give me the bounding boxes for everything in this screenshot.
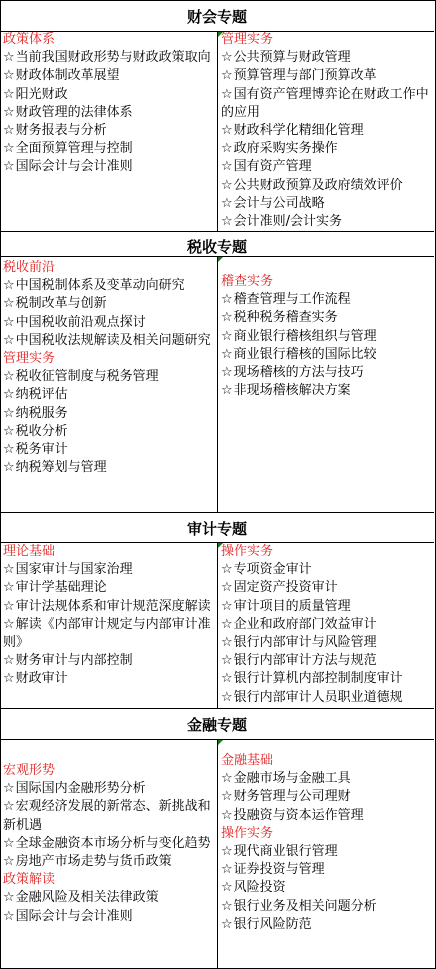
topic-item — [3, 295, 215, 313]
star-icon: ☆ — [221, 598, 233, 614]
star-icon: ☆ — [221, 689, 233, 705]
topic-item — [3, 798, 215, 834]
topic-item — [3, 122, 215, 140]
topic-item-label: 预算管理与部门预算改革 — [233, 68, 377, 84]
section-audit-right-column — [221, 543, 433, 706]
star-icon: ☆ — [3, 781, 15, 797]
star-icon: ☆ — [221, 214, 233, 229]
star-icon: ☆ — [221, 177, 233, 193]
topic-item — [3, 889, 215, 907]
star-icon: ☆ — [221, 807, 233, 823]
star-icon: ☆ — [3, 159, 15, 175]
topic-item-label: 稽查管理与工作流程 — [233, 292, 351, 308]
topic-item — [221, 213, 433, 229]
topic-item — [221, 122, 433, 140]
topic-item — [3, 423, 215, 441]
topic-item-label: 金融市场与金融工具 — [233, 771, 351, 787]
subsection-heading: 金融基础 — [221, 753, 274, 768]
topic-item-label: 纳税筹划与管理 — [15, 460, 107, 476]
topic-item-label: 现代商业银行管理 — [233, 844, 338, 860]
topic-item-label: 审计学基础理论 — [15, 580, 107, 596]
star-icon: ☆ — [3, 908, 15, 924]
topic-item — [3, 86, 215, 104]
topic-item-label: 审计法规体系和审计规范深度解读 — [15, 598, 211, 614]
divider — [0, 231, 434, 232]
topic-item-label: 银行内部审计人员职业道德规 — [233, 689, 403, 705]
topic-item — [3, 314, 215, 332]
topic-item — [3, 459, 215, 477]
topic-item-label: 投融资与资本运作管理 — [233, 807, 364, 823]
topic-item-label: 固定资产投资审计 — [233, 580, 338, 596]
topic-item — [221, 788, 433, 806]
star-icon: ☆ — [3, 442, 15, 458]
topic-item-label: 风险投资 — [233, 880, 286, 896]
topic-item — [3, 140, 215, 158]
topic-item-label: 税务审计 — [15, 442, 68, 458]
topic-item — [221, 49, 433, 67]
topic-item-label: 金融风险及相关法律政策 — [15, 890, 159, 906]
topic-item — [221, 177, 433, 195]
topic-item-label: 中国税收前沿观点探讨 — [15, 314, 146, 330]
subsection-heading: 管理实务 — [3, 351, 56, 367]
cell-marker-icon — [218, 740, 223, 745]
topic-item-label: 国际国内金融形势分析 — [15, 781, 146, 797]
topic-item-label: 国家审计与国家治理 — [15, 562, 133, 578]
subsection-heading: 税收前沿 — [3, 260, 56, 275]
topic-item — [221, 770, 433, 788]
topic-item — [221, 879, 433, 897]
topic-item — [3, 386, 215, 404]
topic-item-label: 纳税服务 — [15, 405, 68, 421]
column-divider — [217, 739, 218, 968]
topic-item-label: 政府采购实务操作 — [233, 141, 338, 157]
topic-item — [221, 652, 433, 670]
topic-item-label: 公共财政预算及政府绩效评价 — [233, 177, 403, 193]
star-icon: ☆ — [3, 854, 15, 870]
divider — [0, 512, 434, 513]
topic-item-label: 国际会计与会计准则 — [15, 159, 133, 175]
topic-item — [221, 843, 433, 861]
topic-item — [221, 807, 433, 825]
topic-item-label: 财政管理的法律体系 — [15, 104, 133, 120]
star-icon: ☆ — [3, 141, 15, 157]
topic-item — [221, 382, 433, 400]
topic-item-label: 银行业务及相关问题分析 — [233, 898, 377, 914]
star-icon: ☆ — [3, 671, 15, 687]
topic-item — [3, 835, 215, 853]
topic-item-label: 解读《内部审计规定与内部审计准则》 — [3, 616, 211, 651]
topic-item — [3, 158, 215, 176]
topic-item-label: 商业银行稽核的国际比较 — [233, 346, 377, 362]
star-icon: ☆ — [3, 616, 15, 632]
star-icon: ☆ — [3, 405, 15, 421]
topic-item — [221, 86, 433, 122]
star-icon: ☆ — [3, 580, 15, 596]
star-icon: ☆ — [3, 653, 15, 669]
subsection-heading: 操作实务 — [221, 544, 274, 559]
subsection-heading: 政策体系 — [3, 32, 56, 47]
topic-item — [3, 67, 215, 85]
cell-marker-icon — [218, 257, 223, 262]
topic-item — [221, 634, 433, 652]
star-icon: ☆ — [3, 104, 15, 120]
topic-item-label: 纳税评估 — [15, 387, 68, 403]
topic-item — [3, 405, 215, 423]
topic-item-label: 会计与公司战略 — [233, 195, 325, 211]
star-icon: ☆ — [3, 68, 15, 84]
topic-item-label: 税收分析 — [15, 423, 68, 439]
star-icon: ☆ — [221, 159, 233, 175]
topic-item — [3, 908, 215, 926]
topic-item-label: 中国税收法规解读及相关问题研究 — [15, 332, 211, 348]
topic-item-label: 税收征管制度与税务管理 — [15, 369, 159, 385]
topic-item — [221, 309, 433, 327]
star-icon: ☆ — [221, 671, 233, 687]
topic-item — [221, 346, 433, 364]
section-finance-left-column — [3, 762, 215, 966]
star-icon: ☆ — [221, 292, 233, 308]
topic-item-label: 中国税制体系及变革动向研究 — [15, 278, 185, 294]
topic-item-label: 财政科学化精细化管理 — [233, 123, 364, 139]
star-icon: ☆ — [3, 86, 15, 102]
topic-item-label: 财政审计 — [15, 671, 68, 687]
star-icon: ☆ — [221, 635, 233, 651]
section-title-finance: 金融专题 — [186, 716, 247, 734]
topic-item-label: 专项资金审计 — [233, 562, 312, 578]
topic-item-label: 证券投资与管理 — [233, 862, 325, 878]
topic-item — [3, 561, 215, 579]
star-icon: ☆ — [221, 898, 233, 914]
topic-item-label: 全球金融资本市场分析与变化趋势 — [15, 835, 211, 851]
star-icon: ☆ — [221, 365, 233, 381]
topic-item-label: 会计准则/会计实务 — [233, 214, 343, 229]
topic-item-label: 财务审计与内部控制 — [15, 653, 133, 669]
star-icon: ☆ — [3, 460, 15, 476]
star-icon: ☆ — [221, 195, 233, 211]
star-icon: ☆ — [221, 844, 233, 860]
topic-item — [221, 861, 433, 879]
star-icon: ☆ — [221, 50, 233, 66]
section-finance-right-column — [221, 752, 433, 966]
topic-item — [221, 140, 433, 158]
topic-item-label: 财政体制改革展望 — [15, 68, 120, 84]
divider — [0, 708, 434, 709]
topic-item — [221, 916, 433, 934]
topic-item — [3, 780, 215, 798]
star-icon: ☆ — [3, 890, 15, 906]
topic-item-label: 银行风险防范 — [233, 916, 312, 932]
column-divider — [217, 542, 218, 708]
topic-item-label: 国有资产管理 — [233, 159, 312, 175]
star-icon: ☆ — [221, 141, 233, 157]
star-icon: ☆ — [3, 387, 15, 403]
star-icon: ☆ — [3, 332, 15, 348]
subsection-heading: 宏观形势 — [3, 763, 56, 778]
section-tax-left-column — [3, 259, 215, 509]
topic-item — [221, 291, 433, 309]
star-icon: ☆ — [3, 50, 15, 66]
topic-item — [221, 670, 433, 688]
topic-item — [3, 616, 215, 652]
section-title-accounting: 财会专题 — [186, 8, 247, 26]
topic-item-label: 非现场稽核解决方案 — [233, 383, 351, 399]
topic-item-label: 当前我国财政形势与财政政策取向 — [15, 50, 211, 66]
topic-item-label: 银行内部审计与风险管理 — [233, 635, 377, 651]
subsection-heading: 政策解读 — [3, 872, 56, 888]
section-title-audit: 审计专题 — [186, 520, 247, 538]
topic-item — [221, 158, 433, 176]
section-title-tax: 税收专题 — [186, 238, 247, 256]
star-icon: ☆ — [221, 346, 233, 362]
star-icon: ☆ — [3, 835, 15, 851]
topic-item — [221, 364, 433, 382]
topic-item — [221, 898, 433, 916]
star-icon: ☆ — [221, 880, 233, 896]
topic-item-label: 国际会计与会计准则 — [15, 908, 133, 924]
topic-item — [3, 579, 215, 597]
section-tax-right-column — [221, 273, 433, 509]
star-icon: ☆ — [3, 799, 15, 815]
topic-item — [221, 616, 433, 634]
star-icon: ☆ — [221, 68, 233, 84]
subsection-heading: 管理实务 — [221, 32, 274, 47]
star-icon: ☆ — [3, 598, 15, 614]
topic-item — [221, 561, 433, 579]
topic-item-label: 商业银行稽核组织与管理 — [233, 328, 377, 344]
star-icon: ☆ — [221, 789, 233, 805]
star-icon: ☆ — [3, 562, 15, 578]
topic-item-label: 税种税务稽查实务 — [233, 310, 338, 326]
star-icon: ☆ — [221, 616, 233, 632]
star-icon: ☆ — [3, 296, 15, 312]
star-icon: ☆ — [221, 916, 233, 932]
topic-item — [3, 104, 215, 122]
topic-item — [221, 328, 433, 346]
topic-item — [3, 853, 215, 871]
star-icon: ☆ — [221, 383, 233, 399]
column-divider — [217, 256, 218, 512]
star-icon: ☆ — [221, 328, 233, 344]
topic-item — [3, 277, 215, 295]
subsection-heading: 操作实务 — [221, 825, 274, 841]
star-icon: ☆ — [221, 123, 233, 139]
section-accounting-right-column — [221, 31, 433, 229]
topic-item-label: 公共预算与财政管理 — [233, 50, 351, 66]
topic-item — [3, 652, 215, 670]
section-accounting-left-column — [3, 31, 215, 229]
star-icon: ☆ — [3, 314, 15, 330]
topic-item — [3, 332, 215, 350]
topic-item-label: 全面预算管理与控制 — [15, 141, 133, 157]
topic-item-label: 银行内部审计方法与规范 — [233, 653, 377, 669]
topic-item — [3, 368, 215, 386]
star-icon: ☆ — [221, 86, 233, 102]
topic-item — [221, 689, 433, 706]
star-icon: ☆ — [3, 278, 15, 294]
star-icon: ☆ — [221, 862, 233, 878]
topic-item-label: 财务管理与公司理财 — [233, 789, 351, 805]
topic-item — [3, 49, 215, 67]
subsection-heading: 稽查实务 — [221, 274, 274, 289]
topic-item — [221, 67, 433, 85]
topic-item — [221, 195, 433, 213]
star-icon: ☆ — [221, 310, 233, 326]
topic-item-label: 企业和政府部门效益审计 — [233, 616, 377, 632]
topic-item-label: 国有资产管理博弈论在财政工作中的应用 — [221, 86, 429, 120]
topic-item-label: 阳光财政 — [15, 86, 68, 102]
star-icon: ☆ — [3, 423, 15, 439]
topic-item-label: 审计项目的质量管理 — [233, 598, 351, 614]
topic-item — [221, 579, 433, 597]
star-icon: ☆ — [221, 562, 233, 578]
topic-item-label: 财务报表与分析 — [15, 123, 107, 139]
topic-item-label: 宏观经济发展的新常态、新挑战和新机遇 — [3, 799, 211, 833]
topic-item-label: 现场稽核的方法与技巧 — [233, 365, 364, 381]
topic-item — [3, 598, 215, 616]
star-icon: ☆ — [221, 653, 233, 669]
topic-item — [3, 670, 215, 688]
topic-item-label: 税制改革与创新 — [15, 296, 107, 312]
section-audit-left-column — [3, 543, 215, 706]
topic-item — [3, 441, 215, 459]
column-divider — [217, 31, 218, 231]
topic-item-label: 银行计算机内部控制制度审计 — [233, 671, 403, 687]
topic-item-label: 房地产市场走势与货币政策 — [15, 854, 172, 870]
subsection-heading: 理论基础 — [3, 544, 56, 559]
star-icon: ☆ — [221, 771, 233, 787]
topic-item — [221, 598, 433, 616]
star-icon: ☆ — [3, 369, 15, 385]
star-icon: ☆ — [221, 580, 233, 596]
star-icon: ☆ — [3, 123, 15, 139]
